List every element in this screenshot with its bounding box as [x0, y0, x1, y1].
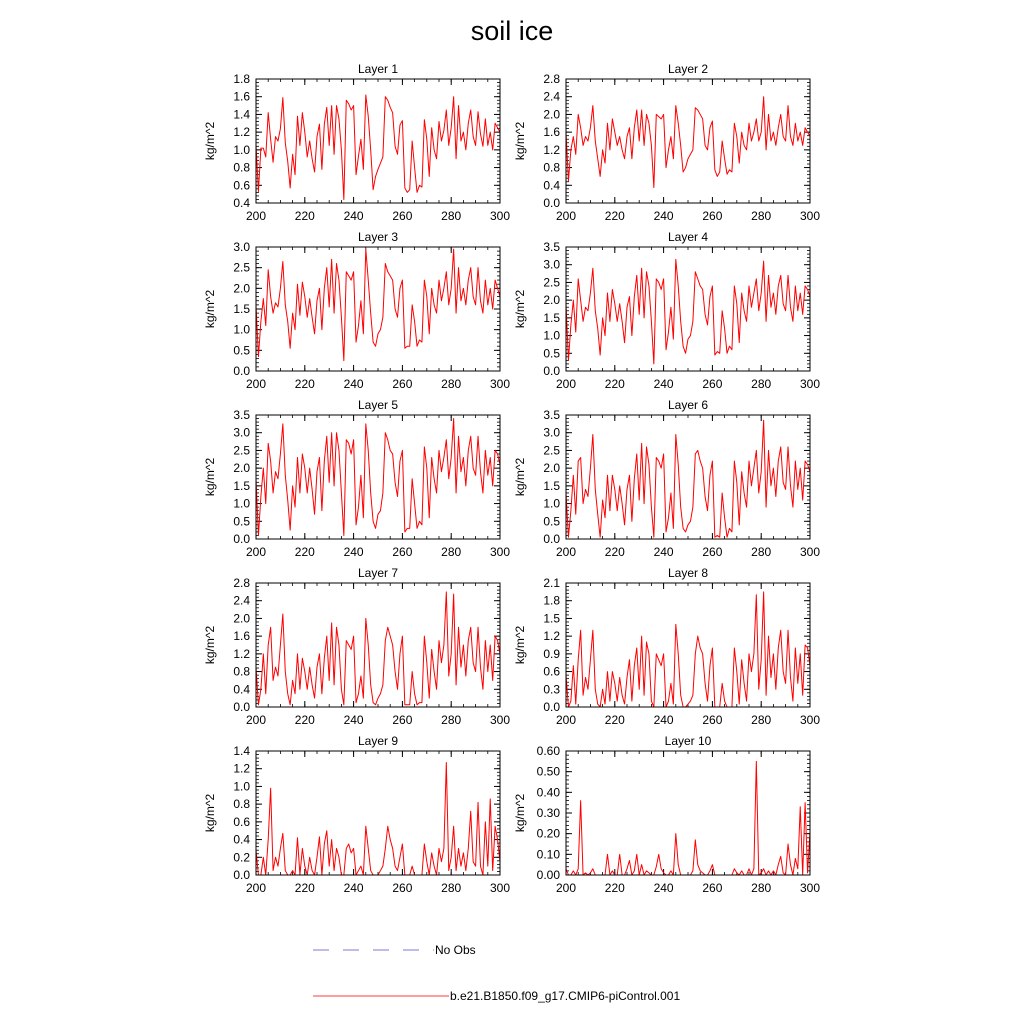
- y-tick-label: 0.5: [543, 346, 560, 361]
- y-tick-label: 0.0: [543, 700, 560, 714]
- y-tick-label: 0.50: [536, 764, 560, 779]
- y-tick-label: 0.4: [543, 178, 560, 193]
- plot-frame: [566, 751, 810, 875]
- series-line: [256, 95, 500, 200]
- y-tick-label: 2.0: [233, 281, 250, 296]
- y-tick-label: 3.0: [543, 425, 560, 440]
- x-tick-label: 260: [702, 377, 723, 391]
- y-tick-label: 2.8: [543, 72, 560, 86]
- x-tick-label: 300: [489, 377, 511, 391]
- series-line: [256, 763, 500, 875]
- y-tick-label: 2.4: [543, 89, 560, 104]
- y-axis-label: kg/m^2: [203, 457, 217, 497]
- y-tick-label: 0.00: [536, 868, 560, 882]
- y-tick-label: 1.0: [233, 779, 250, 794]
- plot-frame: [566, 415, 810, 539]
- x-tick-label: 240: [343, 209, 364, 223]
- panel-title: Layer 3: [357, 230, 399, 244]
- y-tick-label: 0.9: [543, 646, 560, 661]
- x-tick-label: 220: [604, 713, 625, 727]
- x-tick-label: 300: [489, 545, 511, 559]
- x-tick-label: 300: [799, 377, 821, 391]
- y-tick-label: 1.8: [543, 593, 560, 608]
- legend-label-model: b.e21.B1850.f09_g17.CMIP6-piControl.001: [450, 989, 681, 1003]
- y-tick-label: 0.8: [233, 160, 250, 175]
- y-tick-label: 0.5: [543, 514, 560, 529]
- x-tick-label: 300: [799, 713, 821, 727]
- y-tick-label: 0.0: [233, 700, 250, 714]
- y-axis-label: kg/m^2: [513, 625, 527, 665]
- x-tick-label: 300: [489, 209, 511, 223]
- y-tick-label: 0.10: [536, 847, 560, 862]
- series-line: [566, 259, 810, 364]
- panel-layer-4: [513, 230, 820, 391]
- y-tick-label: 2.5: [543, 443, 560, 458]
- x-tick-label: 260: [702, 209, 723, 223]
- y-tick-label: 2.0: [543, 461, 560, 476]
- y-tick-label: 1.8: [233, 72, 250, 86]
- y-tick-label: 2.5: [543, 275, 560, 290]
- x-tick-label: 260: [392, 881, 413, 895]
- y-tick-label: 1.6: [233, 89, 250, 104]
- y-tick-label: 1.2: [543, 629, 560, 644]
- legend-label-no-obs: No Obs: [435, 943, 476, 957]
- y-tick-label: 3.5: [543, 408, 560, 422]
- panel-layer-1: [203, 62, 510, 223]
- x-tick-label: 260: [392, 377, 413, 391]
- legend: [313, 943, 680, 1003]
- y-tick-label: 0.8: [543, 160, 560, 175]
- plot-frame: [256, 415, 500, 539]
- y-tick-label: 1.2: [233, 646, 250, 661]
- y-tick-label: 0.8: [233, 664, 250, 679]
- plot-frame: [256, 79, 500, 203]
- y-tick-label: 1.0: [233, 142, 250, 157]
- x-tick-label: 280: [751, 209, 772, 223]
- panel-layer-5: [203, 398, 510, 559]
- y-axis-label: kg/m^2: [513, 289, 527, 329]
- panel-title: Layer 10: [664, 734, 712, 748]
- x-tick-label: 200: [555, 713, 577, 727]
- x-tick-label: 240: [653, 209, 674, 223]
- y-tick-label: 0.6: [233, 178, 250, 193]
- y-tick-label: 3.0: [233, 425, 250, 440]
- y-tick-label: 0.40: [536, 785, 560, 800]
- x-tick-label: 260: [392, 713, 413, 727]
- x-tick-label: 220: [604, 881, 625, 895]
- y-tick-label: 0.3: [543, 682, 560, 697]
- panel-title: Layer 2: [667, 62, 709, 76]
- y-tick-label: 0.20: [536, 826, 560, 841]
- y-tick-label: 1.0: [233, 322, 250, 337]
- x-tick-label: 260: [702, 545, 723, 559]
- y-axis-label: kg/m^2: [513, 121, 527, 161]
- x-tick-label: 220: [294, 209, 315, 223]
- y-tick-label: 3.5: [233, 408, 250, 422]
- x-tick-label: 280: [441, 377, 462, 391]
- x-tick-label: 200: [245, 713, 267, 727]
- x-tick-label: 200: [245, 881, 267, 895]
- series-line: [256, 419, 500, 536]
- series-line: [256, 249, 500, 361]
- x-tick-label: 280: [751, 881, 772, 895]
- x-tick-label: 300: [799, 209, 821, 223]
- x-tick-label: 240: [343, 377, 364, 391]
- plot-frame: [256, 247, 500, 371]
- y-tick-label: 1.6: [543, 125, 560, 140]
- y-tick-label: 0.0: [233, 364, 250, 378]
- y-tick-label: 0.0: [233, 868, 250, 882]
- y-axis-label: kg/m^2: [203, 121, 217, 161]
- x-tick-label: 220: [604, 377, 625, 391]
- x-tick-label: 280: [751, 545, 772, 559]
- x-tick-label: 260: [392, 545, 413, 559]
- x-tick-label: 220: [294, 713, 315, 727]
- plot-frame: [566, 583, 810, 707]
- y-tick-label: 0.6: [233, 814, 250, 829]
- plot-frame: [566, 247, 810, 371]
- y-tick-label: 3.0: [543, 257, 560, 272]
- y-tick-label: 2.8: [233, 576, 250, 590]
- x-tick-label: 240: [343, 713, 364, 727]
- y-tick-label: 1.5: [233, 478, 250, 493]
- x-tick-label: 240: [653, 881, 674, 895]
- y-tick-label: 0.5: [233, 343, 250, 358]
- y-tick-label: 3.5: [543, 240, 560, 254]
- x-tick-label: 200: [245, 209, 267, 223]
- y-tick-label: 1.6: [233, 629, 250, 644]
- plot-frame: [566, 79, 810, 203]
- panel-title: Layer 9: [357, 734, 399, 748]
- y-tick-label: 0.6: [543, 664, 560, 679]
- x-tick-label: 240: [343, 545, 364, 559]
- panel-layer-10: [513, 734, 820, 895]
- x-tick-label: 280: [441, 713, 462, 727]
- y-tick-label: 2.0: [233, 611, 250, 626]
- panel-layer-8: [513, 566, 820, 727]
- series-line: [256, 592, 500, 705]
- x-tick-label: 200: [245, 545, 267, 559]
- x-tick-label: 220: [604, 545, 625, 559]
- series-line: [566, 420, 810, 537]
- y-tick-label: 2.4: [233, 593, 250, 608]
- x-tick-label: 260: [702, 713, 723, 727]
- y-tick-label: 1.4: [233, 107, 250, 122]
- y-tick-label: 1.0: [233, 496, 250, 511]
- y-tick-label: 0.5: [233, 514, 250, 529]
- x-tick-label: 300: [489, 713, 511, 727]
- x-tick-label: 300: [489, 881, 511, 895]
- panel-title: Layer 6: [667, 398, 709, 412]
- y-tick-label: 2.0: [543, 293, 560, 308]
- y-axis-label: kg/m^2: [203, 625, 217, 665]
- y-tick-label: 1.0: [543, 328, 560, 343]
- y-tick-label: 1.2: [543, 142, 560, 157]
- series-line: [566, 97, 810, 188]
- x-tick-label: 300: [799, 545, 821, 559]
- y-tick-label: 1.5: [543, 310, 560, 325]
- y-tick-label: 1.5: [233, 302, 250, 316]
- y-tick-label: 0.30: [536, 806, 560, 820]
- y-tick-label: 1.2: [233, 761, 250, 776]
- x-tick-label: 220: [294, 881, 315, 895]
- panel-layer-6: [513, 398, 820, 559]
- x-tick-label: 300: [799, 881, 821, 895]
- x-tick-label: 200: [555, 881, 577, 895]
- x-tick-label: 220: [294, 377, 315, 391]
- y-tick-label: 2.0: [233, 461, 250, 476]
- y-axis-label: kg/m^2: [513, 457, 527, 497]
- x-tick-label: 240: [343, 881, 364, 895]
- series-line: [566, 761, 810, 875]
- y-tick-label: 0.0: [233, 532, 250, 546]
- panel-title: Layer 7: [357, 566, 399, 580]
- y-tick-label: 0.2: [233, 850, 250, 865]
- panel-title: Layer 5: [357, 398, 399, 412]
- x-tick-label: 200: [245, 377, 267, 391]
- x-tick-label: 200: [555, 377, 577, 391]
- x-tick-label: 200: [555, 545, 577, 559]
- panel-layer-9: [203, 734, 510, 895]
- y-tick-label: 2.1: [543, 576, 560, 590]
- y-tick-label: 0.4: [233, 682, 250, 697]
- x-tick-label: 280: [441, 209, 462, 223]
- panel-layer-3: [203, 230, 510, 391]
- y-tick-label: 2.5: [233, 443, 250, 458]
- x-tick-label: 280: [441, 545, 462, 559]
- y-tick-label: 0.0: [543, 364, 560, 378]
- page-title: soil ice: [470, 16, 554, 46]
- y-axis-label: kg/m^2: [203, 793, 217, 833]
- x-tick-label: 260: [702, 881, 723, 895]
- y-axis-label: kg/m^2: [203, 289, 217, 329]
- y-tick-label: 0.0: [543, 196, 560, 210]
- series-line: [566, 592, 810, 707]
- y-tick-label: 0.8: [233, 797, 250, 812]
- y-tick-label: 1.2: [233, 125, 250, 140]
- y-tick-label: 2.5: [233, 260, 250, 275]
- panel-layer-7: [203, 566, 510, 727]
- x-tick-label: 200: [555, 209, 577, 223]
- panel-layer-2: [513, 62, 820, 223]
- panel-title: Layer 4: [667, 230, 709, 244]
- x-tick-label: 280: [751, 377, 772, 391]
- y-tick-label: 0.4: [233, 196, 250, 210]
- y-tick-label: 3.0: [233, 240, 250, 254]
- y-axis-label: kg/m^2: [513, 793, 527, 833]
- y-tick-label: 2.0: [543, 107, 560, 122]
- x-tick-label: 240: [653, 377, 674, 391]
- panel-title: Layer 1: [357, 62, 399, 76]
- x-tick-label: 280: [441, 881, 462, 895]
- x-tick-label: 220: [294, 545, 315, 559]
- y-tick-label: 0.60: [536, 744, 560, 758]
- y-tick-label: 1.0: [543, 496, 560, 511]
- x-tick-label: 220: [604, 209, 625, 223]
- x-tick-label: 280: [751, 713, 772, 727]
- x-tick-label: 240: [653, 713, 674, 727]
- y-tick-label: 0.4: [233, 832, 250, 847]
- x-tick-label: 240: [653, 545, 674, 559]
- y-tick-label: 1.5: [543, 611, 560, 626]
- y-tick-label: 1.4: [233, 744, 250, 758]
- y-tick-label: 0.0: [543, 532, 560, 546]
- x-tick-label: 260: [392, 209, 413, 223]
- panel-title: Layer 8: [667, 566, 709, 580]
- y-tick-label: 1.5: [543, 478, 560, 493]
